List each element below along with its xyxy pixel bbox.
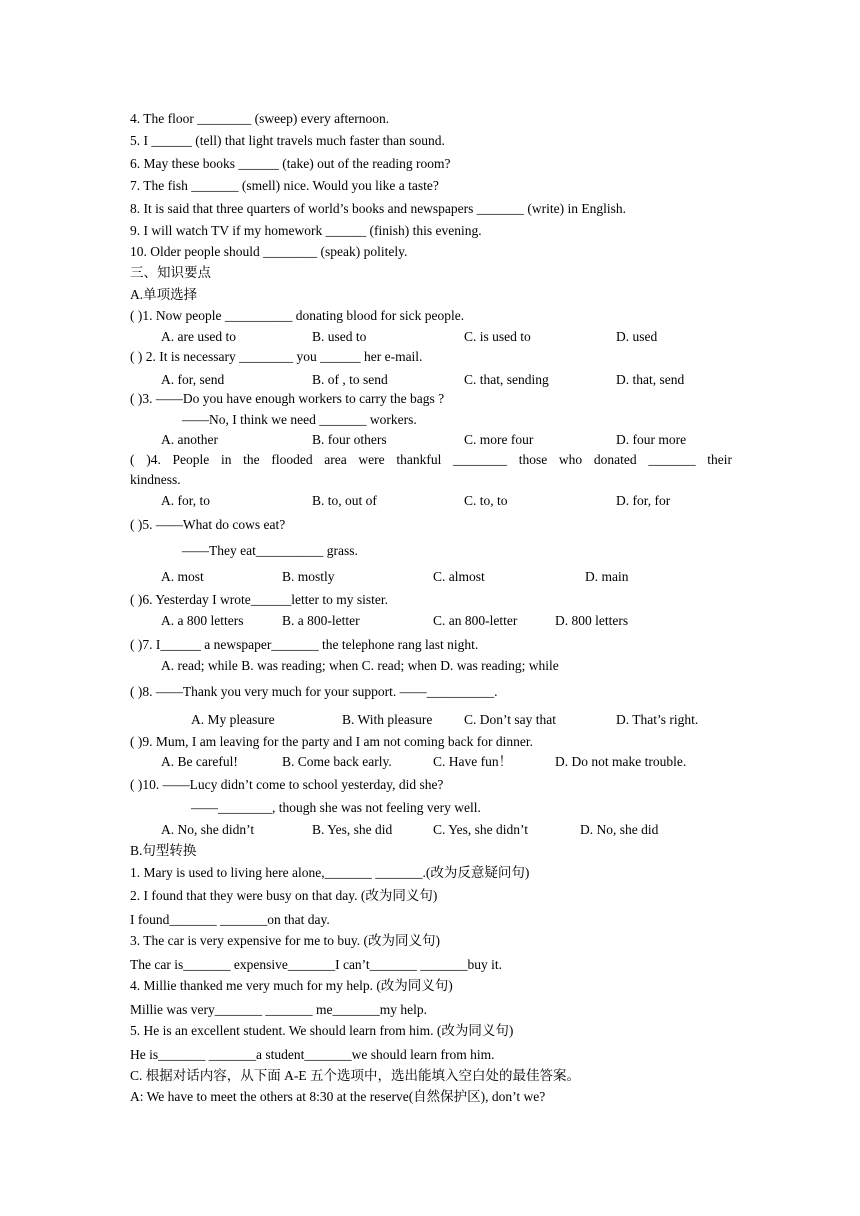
question-7-options: A. read; while B. was reading; when C. read; when D. was reading; while [161, 658, 559, 673]
option: A. are used to [161, 329, 236, 344]
option: B. used to [312, 329, 367, 344]
section-title: 三、知识要点 [130, 265, 211, 280]
option: D. for, for [616, 493, 671, 508]
option: B. Yes, she did [312, 822, 393, 837]
exercise-line: 6. May these books ______ (take) out of the reading room? [130, 156, 451, 171]
option: A. My pleasure [191, 712, 275, 727]
option: C. Yes, she didn’t [433, 822, 529, 837]
question-10: ( )10. ——Lucy didn’t come to school yesterday, did she? [130, 777, 444, 792]
transform-line: The car is_______ expensive_______I can’t_______ _______buy it. [130, 957, 503, 972]
option: A. for, to [161, 493, 210, 508]
option: B. to, out of [312, 493, 377, 508]
question-6: ( )6. Yesterday I wrote______letter to my sister. [130, 592, 388, 607]
option: A. Be careful! [161, 754, 238, 769]
option: A. for, send [161, 372, 225, 387]
transform-line: 5. He is an excellent student. We should learn from him. (改为同义句) [130, 1023, 514, 1038]
option: B. of , to send [312, 372, 388, 387]
dialog-line: A: We have to meet the others at 8:30 at the reserve(自然保护区), don’t we? [130, 1089, 546, 1104]
option: C. is used to [464, 329, 531, 344]
transform-line: 4. Millie thanked me very much for my help. (改为同义句) [130, 978, 453, 993]
option: D. used [616, 329, 658, 344]
transform-line: I found_______ _______on that day. [130, 912, 330, 927]
question-8: ( )8. ——Thank you very much for your support. ——__________. [130, 684, 498, 699]
option: A. another [161, 432, 218, 447]
question-1: ( )1. Now people __________ donating blood for sick people. [130, 308, 465, 323]
question-2: ( ) 2. It is necessary ________ you ______ her e-mail. [130, 349, 423, 364]
option: D. 800 letters [555, 613, 629, 628]
question-5-response: ——They eat__________ grass. [182, 543, 358, 558]
option: B. four others [312, 432, 387, 447]
exercise-line: 4. The floor ________ (sweep) every afternoon. [130, 111, 390, 126]
option: C. more four [464, 432, 534, 447]
exercise-line: 8. It is said that three quarters of world’s books and newspapers _______ (write) in English. [130, 201, 627, 216]
option: C. an 800-letter [433, 613, 518, 628]
option: D. four more [616, 432, 687, 447]
section-c-heading: C. 根据对话内容，从下面 A-E 五个选项中，选出能填入空白处的最佳答案。 [130, 1068, 580, 1083]
option: D. Do not make trouble. [555, 754, 687, 769]
option: C. to, to [464, 493, 508, 508]
transform-line: He is_______ _______a student_______we should learn from him. [130, 1047, 495, 1062]
question-10-response: ——________, though she was not feeling very well. [191, 800, 481, 815]
question-3: ( )3. ——Do you have enough workers to carry the bags ? [130, 391, 445, 406]
exercise-line: 5. I ______ (tell) that light travels much faster than sound. [130, 133, 445, 148]
option: B. With pleasure [342, 712, 433, 727]
option: D. That’s right. [616, 712, 699, 727]
option: C. Don’t say that [464, 712, 556, 727]
transform-line: 1. Mary is used to living here alone,_______ _______.(改为反意疑问句) [130, 865, 530, 880]
exercise-line: 7. The fish _______ (smell) nice. Would you like a taste? [130, 178, 439, 193]
question-5: ( )5. ——What do cows eat? [130, 517, 286, 532]
option: B. a 800-letter [282, 613, 360, 628]
question-3-response: ——No, I think we need _______ workers. [182, 412, 417, 427]
option: D. No, she did [580, 822, 659, 837]
exercise-line: 9. I will watch TV if my homework ______ (finish) this evening. [130, 223, 482, 238]
option: C. almost [433, 569, 485, 584]
section-a-heading: A.单项选择 [130, 287, 198, 302]
question-4: ( )4. People in the flooded area were thankful ________ those who donated _______ their [130, 452, 732, 467]
transform-line: 2. I found that they were busy on that day. (改为同义句) [130, 888, 438, 903]
option: A. most [161, 569, 204, 584]
option: C. that, sending [464, 372, 549, 387]
option: D. that, send [616, 372, 685, 387]
option: A. No, she didn’t [161, 822, 255, 837]
section-b-heading: B.句型转换 [130, 843, 197, 858]
option: A. a 800 letters [161, 613, 244, 628]
option: C. Have fun！ [433, 754, 513, 769]
transform-line: Millie was very_______ _______ me_______my help. [130, 1002, 427, 1017]
option: D. main [585, 569, 629, 584]
question-7: ( )7. I______ a newspaper_______ the telephone rang last night. [130, 637, 479, 652]
question-4-continued: kindness. [130, 472, 181, 487]
exercise-line: 10. Older people should ________ (speak) politely. [130, 244, 408, 259]
option: B. mostly [282, 569, 335, 584]
question-9: ( )9. Mum, I am leaving for the party and I am not coming back for dinner. [130, 734, 534, 749]
option: B. Come back early. [282, 754, 392, 769]
transform-line: 3. The car is very expensive for me to buy. (改为同义句) [130, 933, 441, 948]
